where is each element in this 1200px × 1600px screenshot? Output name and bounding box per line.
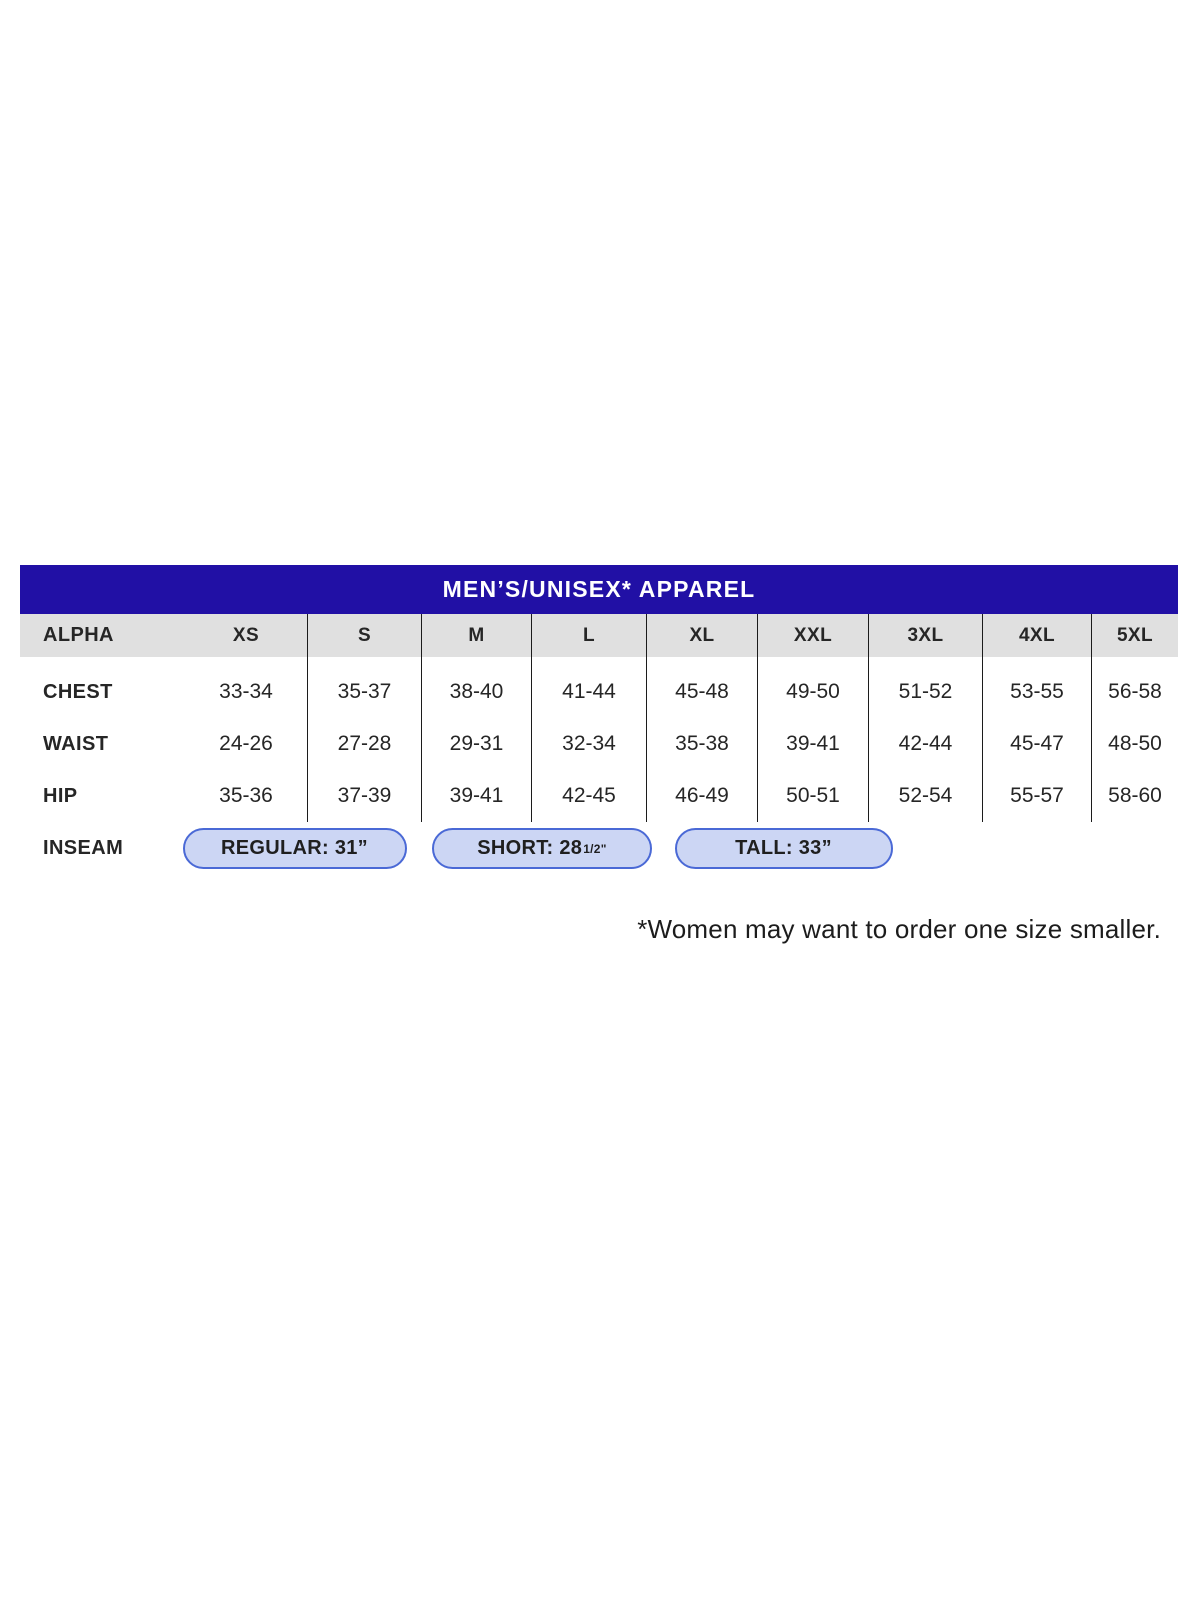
chest-5xl: 56-58 xyxy=(1108,680,1162,703)
hip-s: 37-39 xyxy=(308,770,422,822)
waist-3xl: 42-44 xyxy=(869,718,983,770)
hip-xl: 46-49 xyxy=(647,770,758,822)
inseam-tall-pill xyxy=(675,828,893,869)
size-header-row xyxy=(20,614,1178,657)
chest-4xl: 53-55 xyxy=(983,666,1092,718)
hip-l: 42-45 xyxy=(532,770,647,822)
hip-5xl: 58-60 xyxy=(1108,784,1162,807)
waist-m: 29-31 xyxy=(422,718,532,770)
hip-xs: 35-36 xyxy=(185,770,308,822)
waist-l: 32-34 xyxy=(532,718,647,770)
chest-m: 38-40 xyxy=(422,666,532,718)
col-header-alpha: ALPHA xyxy=(43,624,114,646)
waist-xs: 24-26 xyxy=(185,718,308,770)
table-row-waist xyxy=(20,718,1178,770)
col-header-l: L xyxy=(532,614,647,657)
chart-title: MEN’S/UNISEX* APPAREL xyxy=(442,576,756,602)
waist-5xl: 48-50 xyxy=(1108,732,1162,755)
waist-xxl: 39-41 xyxy=(758,718,869,770)
hip-4xl: 55-57 xyxy=(983,770,1092,822)
col-header-xl: XL xyxy=(647,614,758,657)
inseam-short-label: SHORT: 28 xyxy=(477,837,583,859)
col-header-4xl: 4XL xyxy=(983,614,1092,657)
chest-3xl: 51-52 xyxy=(869,666,983,718)
inseam-regular-pill xyxy=(183,828,407,869)
col-header-m: M xyxy=(422,614,532,657)
hip-m: 39-41 xyxy=(422,770,532,822)
chest-s: 35-37 xyxy=(308,666,422,718)
row-label-waist: WAIST xyxy=(43,732,109,755)
row-label-hip: HIP xyxy=(43,784,78,807)
footnote: *Women may want to order one size smaller. xyxy=(637,914,1161,944)
col-header-s: S xyxy=(308,614,422,657)
col-header-5xl: 5XL xyxy=(1116,624,1154,646)
col-header-3xl: 3XL xyxy=(869,614,983,657)
hip-xxl: 50-51 xyxy=(758,770,869,822)
inseam-short-pill: SHORT: 28 1/2" xyxy=(432,828,652,869)
col-header-xxl: XXL xyxy=(758,614,869,657)
inseam-tall-label: TALL: 33” xyxy=(735,837,832,859)
inseam-row xyxy=(20,822,1178,874)
chart-title-bar xyxy=(20,565,1178,614)
table-row-chest xyxy=(20,666,1178,718)
col-header-xs: XS xyxy=(185,614,308,657)
waist-xl: 35-38 xyxy=(647,718,758,770)
waist-4xl: 45-47 xyxy=(983,718,1092,770)
row-label-inseam: INSEAM xyxy=(43,836,124,859)
row-label-chest: CHEST xyxy=(43,680,113,703)
size-chart xyxy=(20,565,1178,874)
chest-xs: 33-34 xyxy=(185,666,308,718)
chest-l: 41-44 xyxy=(532,666,647,718)
waist-s: 27-28 xyxy=(308,718,422,770)
inseam-regular-label: REGULAR: 31” xyxy=(221,837,368,859)
chest-xxl: 49-50 xyxy=(758,666,869,718)
chest-xl: 45-48 xyxy=(647,666,758,718)
hip-3xl: 52-54 xyxy=(869,770,983,822)
spacer-row xyxy=(20,657,1178,666)
table-row-hip xyxy=(20,770,1178,822)
